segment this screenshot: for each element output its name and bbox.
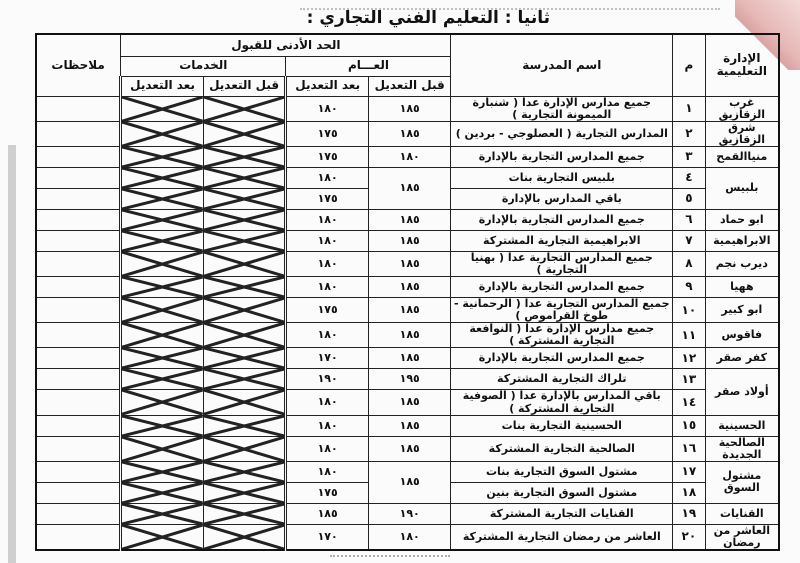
cell-notes (36, 121, 121, 146)
cell-services-after (121, 415, 204, 436)
cell-admin: كفر صقر (705, 348, 779, 369)
cell-services-after (121, 121, 204, 146)
cell-notes (36, 277, 121, 298)
cell-index: ٩ (673, 277, 706, 298)
cell-services-after (121, 503, 204, 524)
cell-services-before (203, 436, 286, 461)
cell-general-after: ١٨٠ (286, 209, 369, 230)
cell-general-after: ١٨٠ (286, 96, 369, 121)
cell-notes (36, 503, 121, 524)
cell-general-after: ١٧٥ (286, 298, 369, 323)
cell-services-after (121, 436, 204, 461)
cell-index: ٥ (673, 188, 706, 209)
cell-services-before (203, 96, 286, 121)
cell-index: ١٨ (673, 482, 706, 503)
cell-school: مشتول السوق التجارية بنين (451, 482, 673, 503)
cell-admin: شرق الزقازيق (705, 121, 779, 146)
cell-school: تلراك التجارية المشتركة (451, 369, 673, 390)
cell-notes (36, 369, 121, 390)
header-general-after: بعد التعديل (286, 76, 369, 96)
cell-services-before (203, 209, 286, 230)
cell-services-before (203, 348, 286, 369)
cell-general-after: ١٧٥ (286, 121, 369, 146)
cell-notes (36, 415, 121, 436)
cell-index: ٤ (673, 167, 706, 188)
cell-notes (36, 436, 121, 461)
cell-services-after (121, 188, 204, 209)
cell-notes (36, 209, 121, 230)
cut-off-footer-text (330, 555, 450, 563)
cell-school: مشتول السوق التجارية بنات (451, 461, 673, 482)
cell-services-before (203, 188, 286, 209)
cell-general-before: ١٨٥ (368, 461, 451, 503)
cell-services-after (121, 146, 204, 167)
table-row (36, 251, 779, 276)
cell-index: ١٤ (673, 390, 706, 415)
cell-services-before (203, 369, 286, 390)
cell-admin: ابو كبير (705, 298, 779, 323)
cell-general-before: ١٨٥ (368, 298, 451, 323)
cell-services-before (203, 503, 286, 524)
table-row (36, 369, 779, 390)
cell-general-before: ١٩٠ (368, 503, 451, 524)
cell-index: ١٢ (673, 348, 706, 369)
cell-index: ١٠ (673, 298, 706, 323)
cell-services-after (121, 461, 204, 482)
cell-services-after (121, 298, 204, 323)
cell-notes (36, 323, 121, 348)
cell-admin: الحسينية (705, 415, 779, 436)
cell-general-before: ١٨٥ (368, 390, 451, 415)
cell-admin: مشتول السوق (705, 461, 779, 503)
cell-notes (36, 390, 121, 415)
table-row (36, 209, 779, 230)
header-services-after: بعد التعديل (121, 76, 204, 96)
cell-admin: فاقوس (705, 323, 779, 348)
cell-general-after: ١٨٠ (286, 167, 369, 188)
cell-school: باقي المدارس بالإدارة (451, 188, 673, 209)
admission-table (35, 33, 780, 551)
cell-notes (36, 298, 121, 323)
cell-general-before: ١٨٥ (368, 348, 451, 369)
cell-services-after (121, 390, 204, 415)
header-services-before: قبل التعديل (203, 76, 286, 96)
cell-general-after: ١٧٥ (286, 188, 369, 209)
cell-school: جميع المدارس التجارية بالإدارة (451, 146, 673, 167)
cell-admin: الصالحية الجديدة (705, 436, 779, 461)
cell-services-after (121, 482, 204, 503)
cell-admin: منياالقمح (705, 146, 779, 167)
cell-admin: ههيا (705, 277, 779, 298)
cell-services-before (203, 167, 286, 188)
cell-school: جميع المدارس التجارية بالإدارة (451, 209, 673, 230)
cell-general-before: ١٨٥ (368, 209, 451, 230)
cell-general-before: ١٩٥ (368, 369, 451, 390)
cell-services-before (203, 390, 286, 415)
table-row (36, 323, 779, 348)
cell-services-before (203, 251, 286, 276)
cell-school: جميع المدارس التجارية بالإدارة (451, 348, 673, 369)
cell-services-after (121, 348, 204, 369)
cell-general-after: ١٨٠ (286, 390, 369, 415)
table-row (36, 230, 779, 251)
table-row (36, 415, 779, 436)
table-row (36, 524, 779, 550)
cell-admin: ديرب نجم (705, 251, 779, 276)
cell-index: ٦ (673, 209, 706, 230)
cell-services-before (203, 298, 286, 323)
cell-school: جميع المدارس التجارية عدا ( بهنيا التجارية ) (451, 251, 673, 276)
cell-notes (36, 146, 121, 167)
cell-admin: أولاد صقر (705, 369, 779, 415)
cell-school: الصالحية التجارية المشتركة (451, 436, 673, 461)
table-row (36, 436, 779, 461)
header-services: الخدمات (121, 56, 286, 76)
header-general-before: قبل التعديل (368, 76, 451, 96)
cell-general-after: ١٧٥ (286, 146, 369, 167)
cell-general-before: ١٨٥ (368, 121, 451, 146)
cell-services-before (203, 323, 286, 348)
cell-services-before (203, 524, 286, 550)
cell-index: ١٥ (673, 415, 706, 436)
cell-school: جميع المدارس التجارية بالإدارة (451, 277, 673, 298)
cell-index: ١١ (673, 323, 706, 348)
table-row (36, 348, 779, 369)
cell-general-after: ١٩٠ (286, 369, 369, 390)
cell-services-before (203, 482, 286, 503)
cell-index: ٢٠ (673, 524, 706, 550)
table-row (36, 390, 779, 415)
cell-general-after: ١٨٥ (286, 503, 369, 524)
cell-index: ٢ (673, 121, 706, 146)
table-row (36, 461, 779, 482)
cell-school: جميع المدارس التجارية عدا ( الرحمانية - طوخ القراموص ) (451, 298, 673, 323)
cell-services-before (203, 121, 286, 146)
table-row (36, 167, 779, 188)
cell-index: ٨ (673, 251, 706, 276)
cell-index: ١ (673, 96, 706, 121)
cell-services-after (121, 167, 204, 188)
cell-general-before: ١٨٥ (368, 277, 451, 298)
table-row (36, 277, 779, 298)
cell-admin: العاشر من رمضان (705, 524, 779, 550)
cell-general-before: ١٨٥ (368, 436, 451, 461)
cell-services-before (203, 415, 286, 436)
table-row (36, 146, 779, 167)
header-notes: ملاحظات (36, 34, 121, 96)
header-general: العـــام (286, 56, 451, 76)
table-row (36, 121, 779, 146)
cell-general-after: ١٨٠ (286, 415, 369, 436)
cell-notes (36, 188, 121, 209)
cell-index: ١٣ (673, 369, 706, 390)
cell-notes (36, 524, 121, 550)
cell-services-after (121, 230, 204, 251)
header-admin: الإدارة التعليمية (705, 34, 779, 96)
cell-notes (36, 96, 121, 121)
cell-school: العاشر من رمضان التجارية المشتركة (451, 524, 673, 550)
cell-general-after: ١٨٠ (286, 323, 369, 348)
cell-notes (36, 167, 121, 188)
section-title: ثانيا : التعليم الفني التجاري : (306, 8, 550, 28)
cell-admin: بلبيس (705, 167, 779, 209)
cell-services-before (203, 230, 286, 251)
cell-school: بلبيس التجارية بنات (451, 167, 673, 188)
cell-general-after: ١٨٠ (286, 251, 369, 276)
header-min-admission: الحد الأدنى للقبول (121, 34, 451, 56)
cell-services-after (121, 524, 204, 550)
cell-services-after (121, 96, 204, 121)
cell-services-after (121, 277, 204, 298)
table-row (36, 298, 779, 323)
cell-index: ١٩ (673, 503, 706, 524)
cell-general-after: ١٨٠ (286, 277, 369, 298)
cell-general-before: ١٨٥ (368, 96, 451, 121)
cell-admin: غرب الزقازيق (705, 96, 779, 121)
cell-school: القنايات التجارية المشتركة (451, 503, 673, 524)
cell-notes (36, 461, 121, 482)
cell-school: جميع مدارس الإدارة عدا ( شنبارة الميمونة التجارية ) (451, 96, 673, 121)
cell-general-before: ١٨٥ (368, 251, 451, 276)
table-row (36, 503, 779, 524)
cell-general-before: ١٨٠ (368, 524, 451, 550)
cell-general-before: ١٨٥ (368, 230, 451, 251)
cell-school: المدارس التجارية ( العصلوجي - بردين ) (451, 121, 673, 146)
cell-index: ٣ (673, 146, 706, 167)
table-row (36, 96, 779, 121)
cell-school: باقي المدارس بالإدارة عدا ( الصوفية التجارية المشتركة ) (451, 390, 673, 415)
cell-general-after: ١٨٠ (286, 461, 369, 482)
cell-general-after: ١٧٠ (286, 524, 369, 550)
cell-school: الحسينية التجارية بنات (451, 415, 673, 436)
cell-services-after (121, 251, 204, 276)
cell-school: الابراهيمية التجارية المشتركة (451, 230, 673, 251)
cell-notes (36, 482, 121, 503)
header-index: م (673, 34, 706, 96)
cell-school: جميع مدارس الإدارة عدا ( النوافعة التجارية المشتركة ) (451, 323, 673, 348)
cell-general-before: ١٨٥ (368, 323, 451, 348)
cell-services-before (203, 277, 286, 298)
cell-admin: ابو حماد (705, 209, 779, 230)
cell-notes (36, 251, 121, 276)
cell-services-after (121, 209, 204, 230)
cell-admin: الابراهيمية (705, 230, 779, 251)
cell-services-before (203, 461, 286, 482)
cell-notes (36, 230, 121, 251)
cell-general-after: ١٨٠ (286, 230, 369, 251)
cell-index: ٧ (673, 230, 706, 251)
cell-general-after: ١٨٠ (286, 436, 369, 461)
cell-general-after: ١٧٠ (286, 348, 369, 369)
cell-general-before: ١٨٥ (368, 415, 451, 436)
cell-admin: القنايات (705, 503, 779, 524)
cell-general-after: ١٧٥ (286, 482, 369, 503)
cell-services-before (203, 146, 286, 167)
cell-general-before: ١٨٠ (368, 146, 451, 167)
cell-services-after (121, 369, 204, 390)
header-school: اسم المدرسة (451, 34, 673, 96)
cell-index: ١٧ (673, 461, 706, 482)
cell-services-after (121, 323, 204, 348)
cell-index: ١٦ (673, 436, 706, 461)
scroll-bar[interactable] (8, 145, 16, 563)
cell-notes (36, 348, 121, 369)
cell-general-before: ١٨٥ (368, 167, 451, 209)
